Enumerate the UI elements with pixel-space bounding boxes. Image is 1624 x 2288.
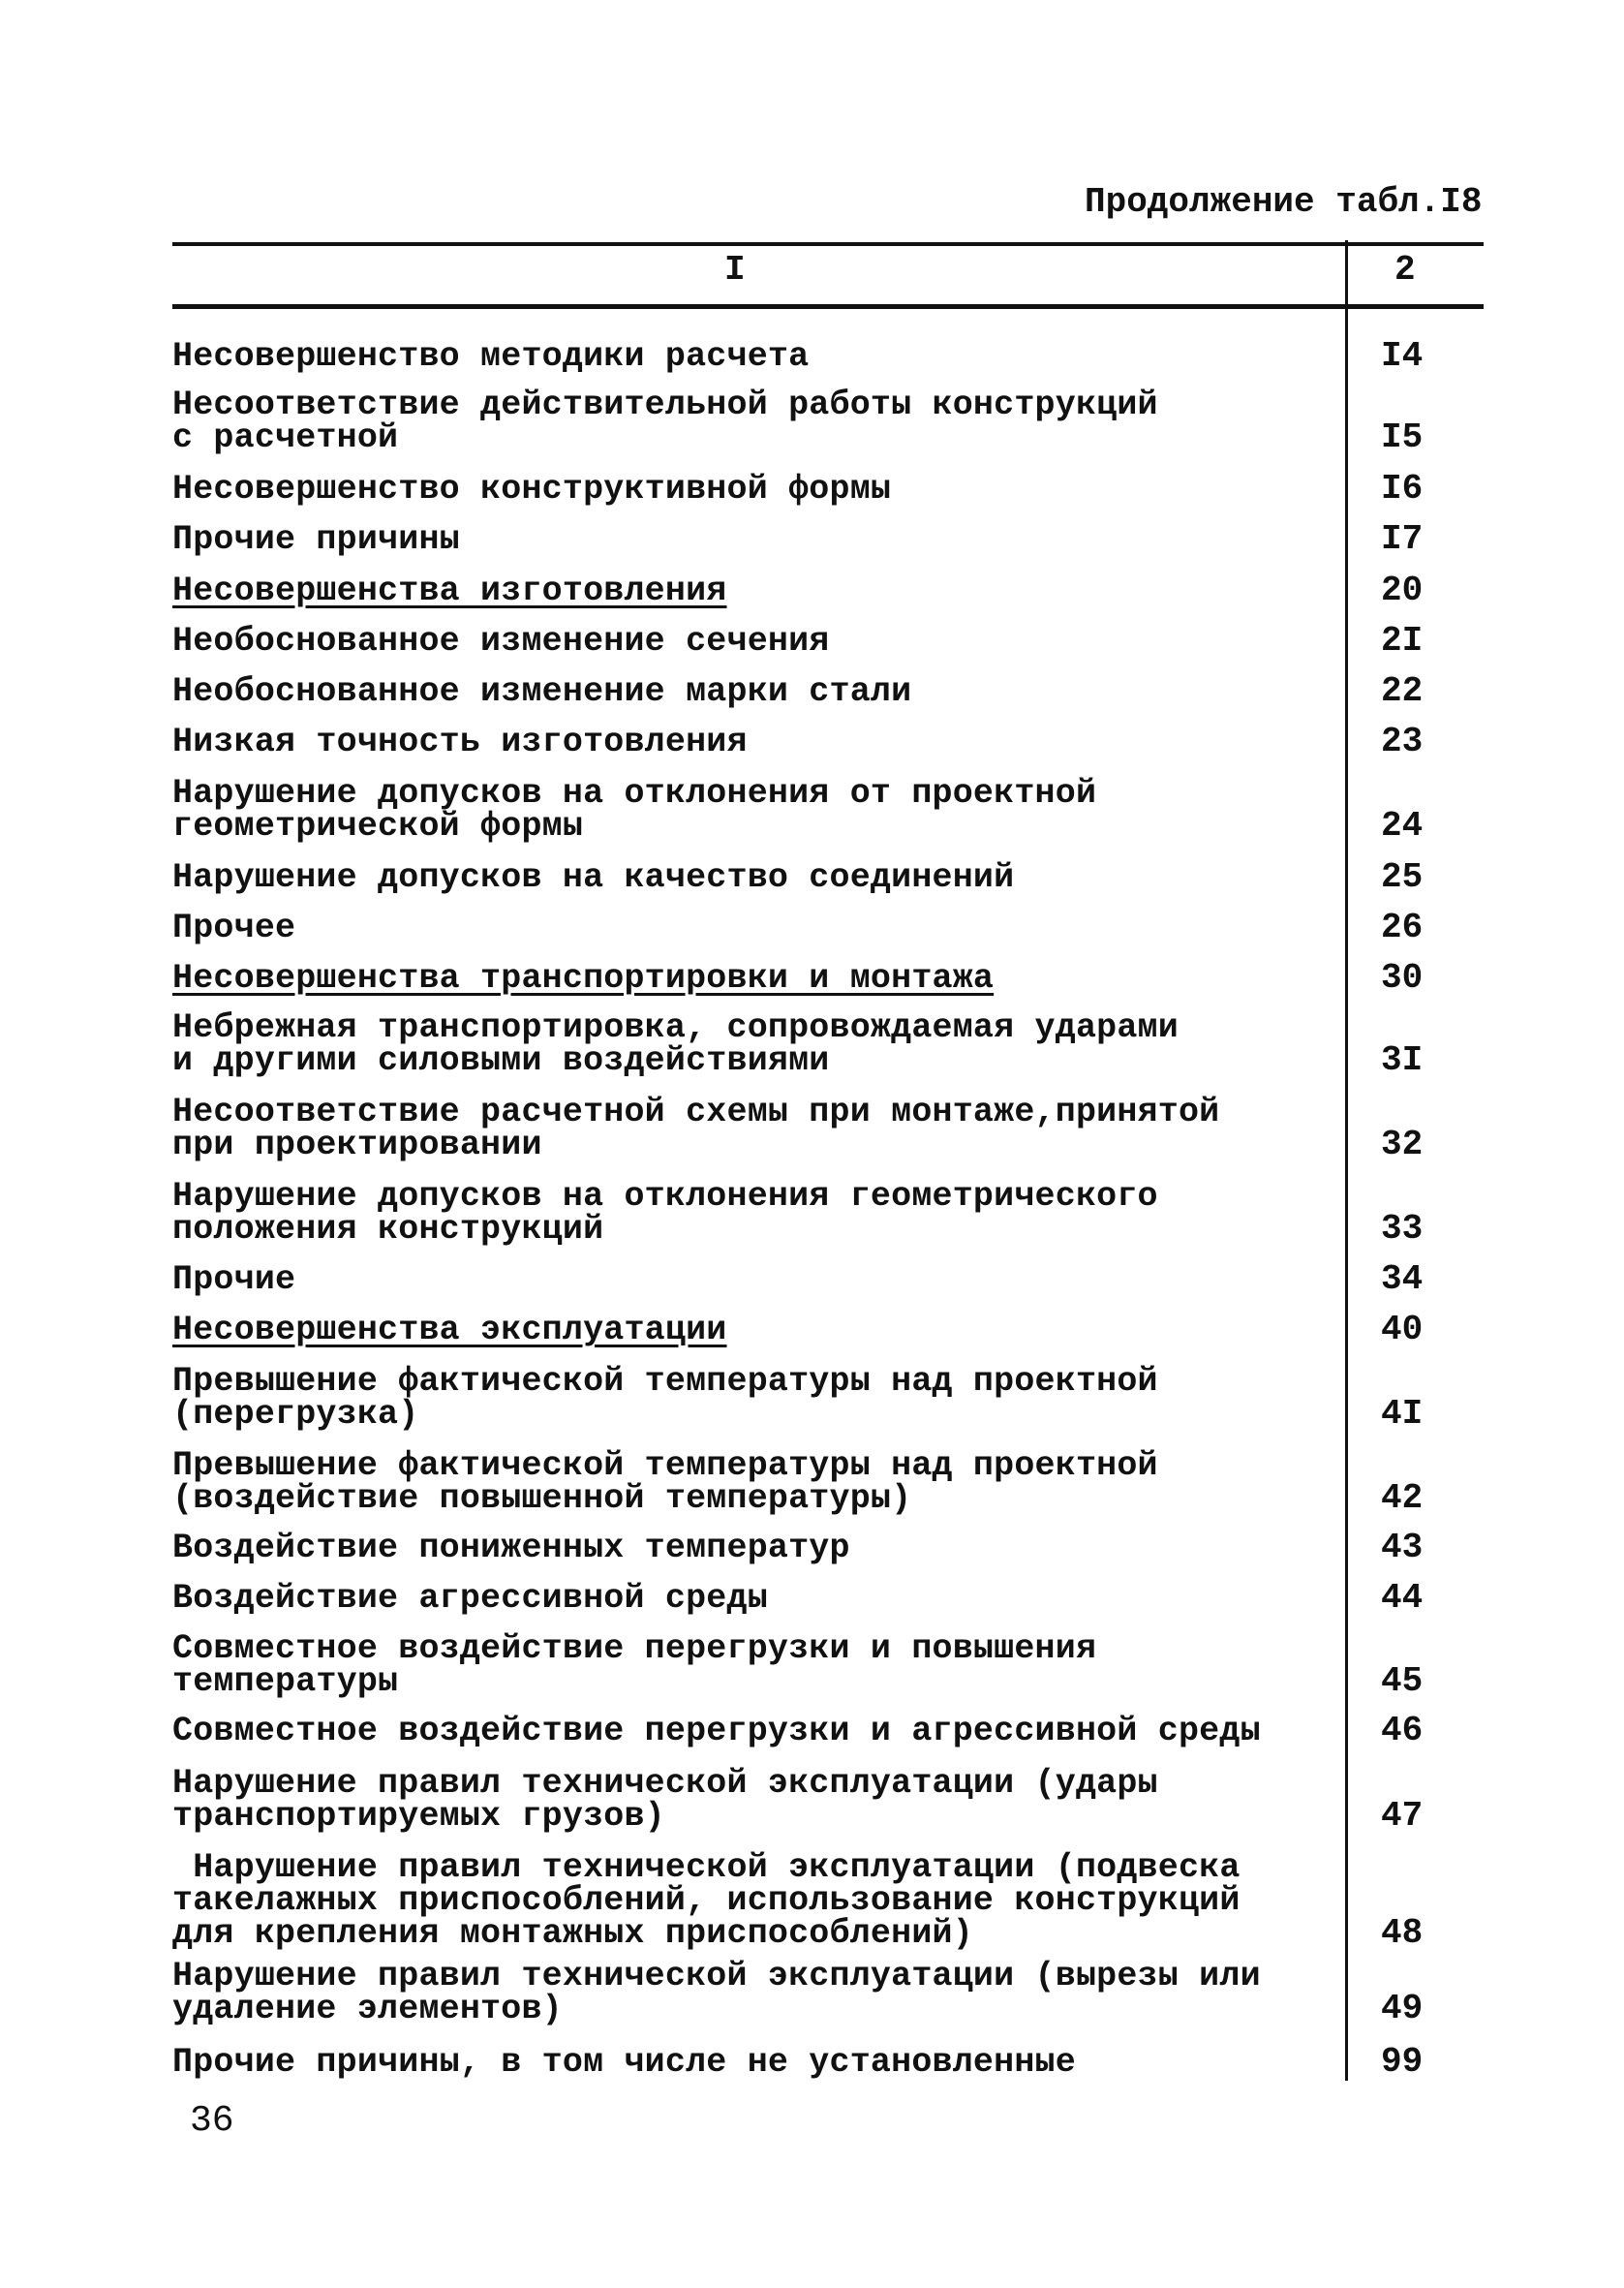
row-description: Необоснованное изменение сечения [172,622,830,661]
row-code: 25 [1381,857,1424,897]
table-row [172,2042,1480,2082]
row-code: I4 [1381,336,1424,376]
row-description: Превышение фактической температуры над проектной (перегрузка) [172,1362,1158,1434]
table-header-rule [172,304,1484,309]
row-code: 40 [1381,1310,1424,1349]
row-description: Нарушение допусков на отклонения от проектной геометрической формы [172,774,1097,846]
row-code: 22 [1381,671,1424,711]
table-section-heading-row [172,1310,1480,1349]
row-code: I6 [1381,469,1424,509]
row-code: 3I [1381,1040,1424,1080]
table-continuation-caption: Продолжение табл.I8 [1085,182,1483,222]
table-row [172,621,1480,661]
row-code: 33 [1381,1209,1424,1249]
row-description: Несовершенства транспортировки и монтажа [172,959,995,998]
row-code: 48 [1381,1913,1424,1953]
page-number: 36 [190,2100,234,2142]
table-row [172,1528,1480,1567]
table-row [172,857,1480,897]
row-code: 26 [1381,908,1424,947]
table-row [172,1008,1480,1080]
row-description: Несоответствие расчетной схемы при монтаже,принятой при проектировании [172,1093,1220,1164]
row-code: 44 [1381,1578,1424,1618]
table-row [172,1177,1480,1249]
row-code: 45 [1381,1661,1424,1701]
table-row [172,519,1480,559]
row-description: Нарушение правил технической эксплуатации (удары транспортируемых грузов) [172,1764,1158,1836]
row-description: Нарушение допусков на отклонения геометрического положения конструкций [172,1177,1158,1249]
row-description: Несоответствие действительной работы конструкций с расчетной [172,386,1158,457]
row-description: Несовершенства эксплуатации [172,1311,727,1349]
row-code: 2I [1381,621,1424,661]
table-row [172,1093,1480,1164]
row-code: 23 [1381,722,1424,761]
table-row [172,722,1480,761]
table-top-rule [172,242,1484,246]
row-code: 4I [1381,1394,1424,1434]
table-row [172,671,1480,711]
row-description: Прочие причины, в том числе не установленные [172,2043,1076,2082]
table-row [172,1629,1480,1701]
table-row [172,386,1480,457]
row-description: Совместное воздействие перегрузки и агрессивной среды [172,1712,1261,1750]
column-header-2: 2 [1394,250,1416,290]
row-description: Превышение фактической температуры над проектной (воздействие повышенной температуры) [172,1446,1158,1518]
row-code: I7 [1381,519,1424,559]
table-row [172,1711,1480,1750]
row-description: Прочие причины [172,520,460,559]
row-code: 47 [1381,1796,1424,1836]
row-description: Нарушение допусков на качество соединений [172,858,1015,897]
column-header-1: I [724,250,746,290]
row-description: Воздействие пониженных температур [172,1529,850,1567]
row-code: 46 [1381,1711,1424,1750]
table-section-heading-row [172,958,1480,998]
row-description: Несовершенство методики расчета [172,337,810,376]
table-row [172,1578,1480,1618]
row-code: 43 [1381,1528,1424,1567]
row-code: 42 [1381,1478,1424,1518]
table-row [172,1848,1480,1953]
table-row [172,1446,1480,1518]
row-description: Низкая точность изготовления [172,723,748,761]
table-row [172,1362,1480,1434]
row-code: 49 [1381,1989,1424,2028]
table-section-heading-row [172,571,1480,610]
row-code: 34 [1381,1259,1424,1299]
row-description: Нарушение правил технической эксплуатации (вырезы или удаление элементов) [172,1957,1261,2028]
row-description: Несовершенство конструктивной формы [172,470,892,509]
row-code: 24 [1381,806,1424,846]
row-code: I5 [1381,417,1424,457]
row-code: 20 [1381,571,1424,610]
table-row [172,1957,1480,2028]
table-row [172,774,1480,846]
row-description: Прочее [172,909,296,947]
table-row [172,908,1480,947]
row-code: 30 [1381,958,1424,998]
row-description: Необоснованное изменение марки стали [172,672,912,711]
row-description: Нарушение правил технической эксплуатации (подвеска такелажных приспособлений, использование конструкций для крепления монтажных приспособлений) [172,1848,1241,1953]
row-description: Прочие [172,1260,296,1299]
table-row [172,1764,1480,1836]
row-description: Воздействие агрессивной среды [172,1579,768,1618]
row-description: Несовершенства изготовления [172,572,727,610]
table-row [172,1259,1480,1299]
table-row [172,336,1480,376]
row-code: 99 [1381,2042,1424,2082]
row-description: Небрежная транспортировка, сопровождаемая ударами и другими силовыми воздействиями [172,1008,1179,1080]
table-row [172,469,1480,509]
row-description: Совместное воздействие перегрузки и повышения температуры [172,1629,1097,1701]
row-code: 32 [1381,1125,1424,1164]
